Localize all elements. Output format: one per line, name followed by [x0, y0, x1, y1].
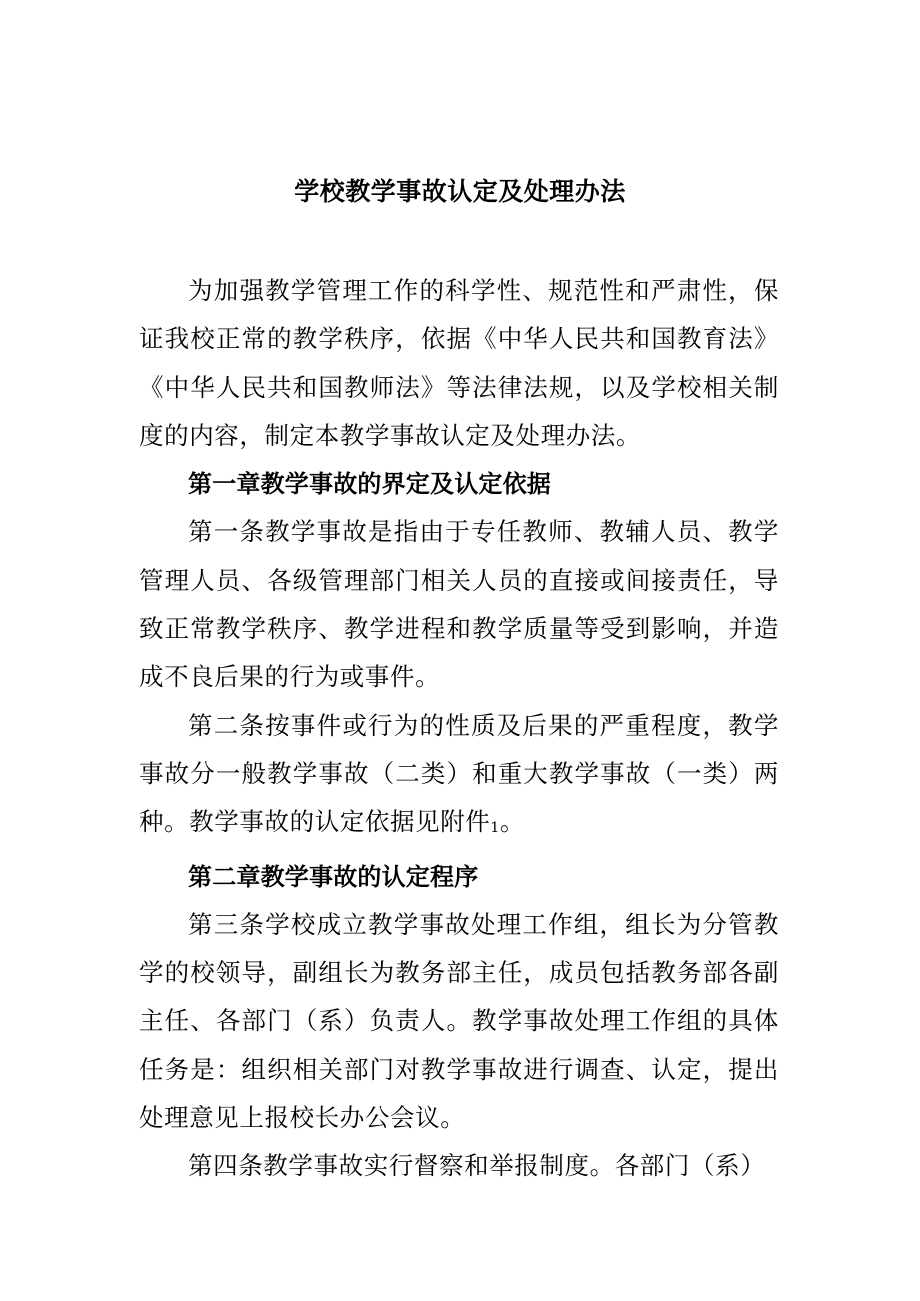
- article-4-paragraph: 第四条教学事故实行督察和举报制度。各部门（系）: [188, 1151, 766, 1181]
- article-1-paragraph: 第一条教学事故是指由于专任教师、教辅人员、教学管理人员、各级管理部门相关人员的直接或间接责任，导致正常教学秩序、教学进程和教学质量等受到影响，并造成不良后果的行为或事件。: [139, 517, 779, 692]
- article-2-paragraph: [139, 702, 779, 853]
- article-2-end: 。: [499, 807, 526, 837]
- document-title: 学校教学事故认定及处理办法: [294, 177, 626, 206]
- intro-paragraph: 为加强教学管理工作的科学性、规范性和严肃性，保证我校正常的教学秩序，依据《中华人民共和国教育法》《中华人民共和国教师法》等法律法规，以及学校相关制度的内容，制定本教学事故认定及处理办法。: [139, 276, 779, 450]
- chapter-2-heading: 第二章教学事故的认定程序: [188, 862, 479, 891]
- document-body: [139, 267, 779, 1191]
- attachment-reference: 1: [490, 820, 500, 837]
- article-3-paragraph: 第三条学校成立教学事故处理工作组，组长为分管教学的校领导，副组长为教务部主任，成员包括教务部各副主任、各部门（系）负责人。教学事故处理工作组的具体任务是：组织相关部门对教学事故进行调查、认定，提出处理意见上报校长办公会议。: [139, 909, 779, 1133]
- article-2-text: 第二条按事件或行为的性质及后果的严重程度，教学事故分一般教学事故（二类）和重大教学事故（一类）两种。教学事故的认定依据见附件: [139, 710, 779, 837]
- chapter-1-heading: 第一章教学事故的界定及认定依据: [188, 470, 551, 499]
